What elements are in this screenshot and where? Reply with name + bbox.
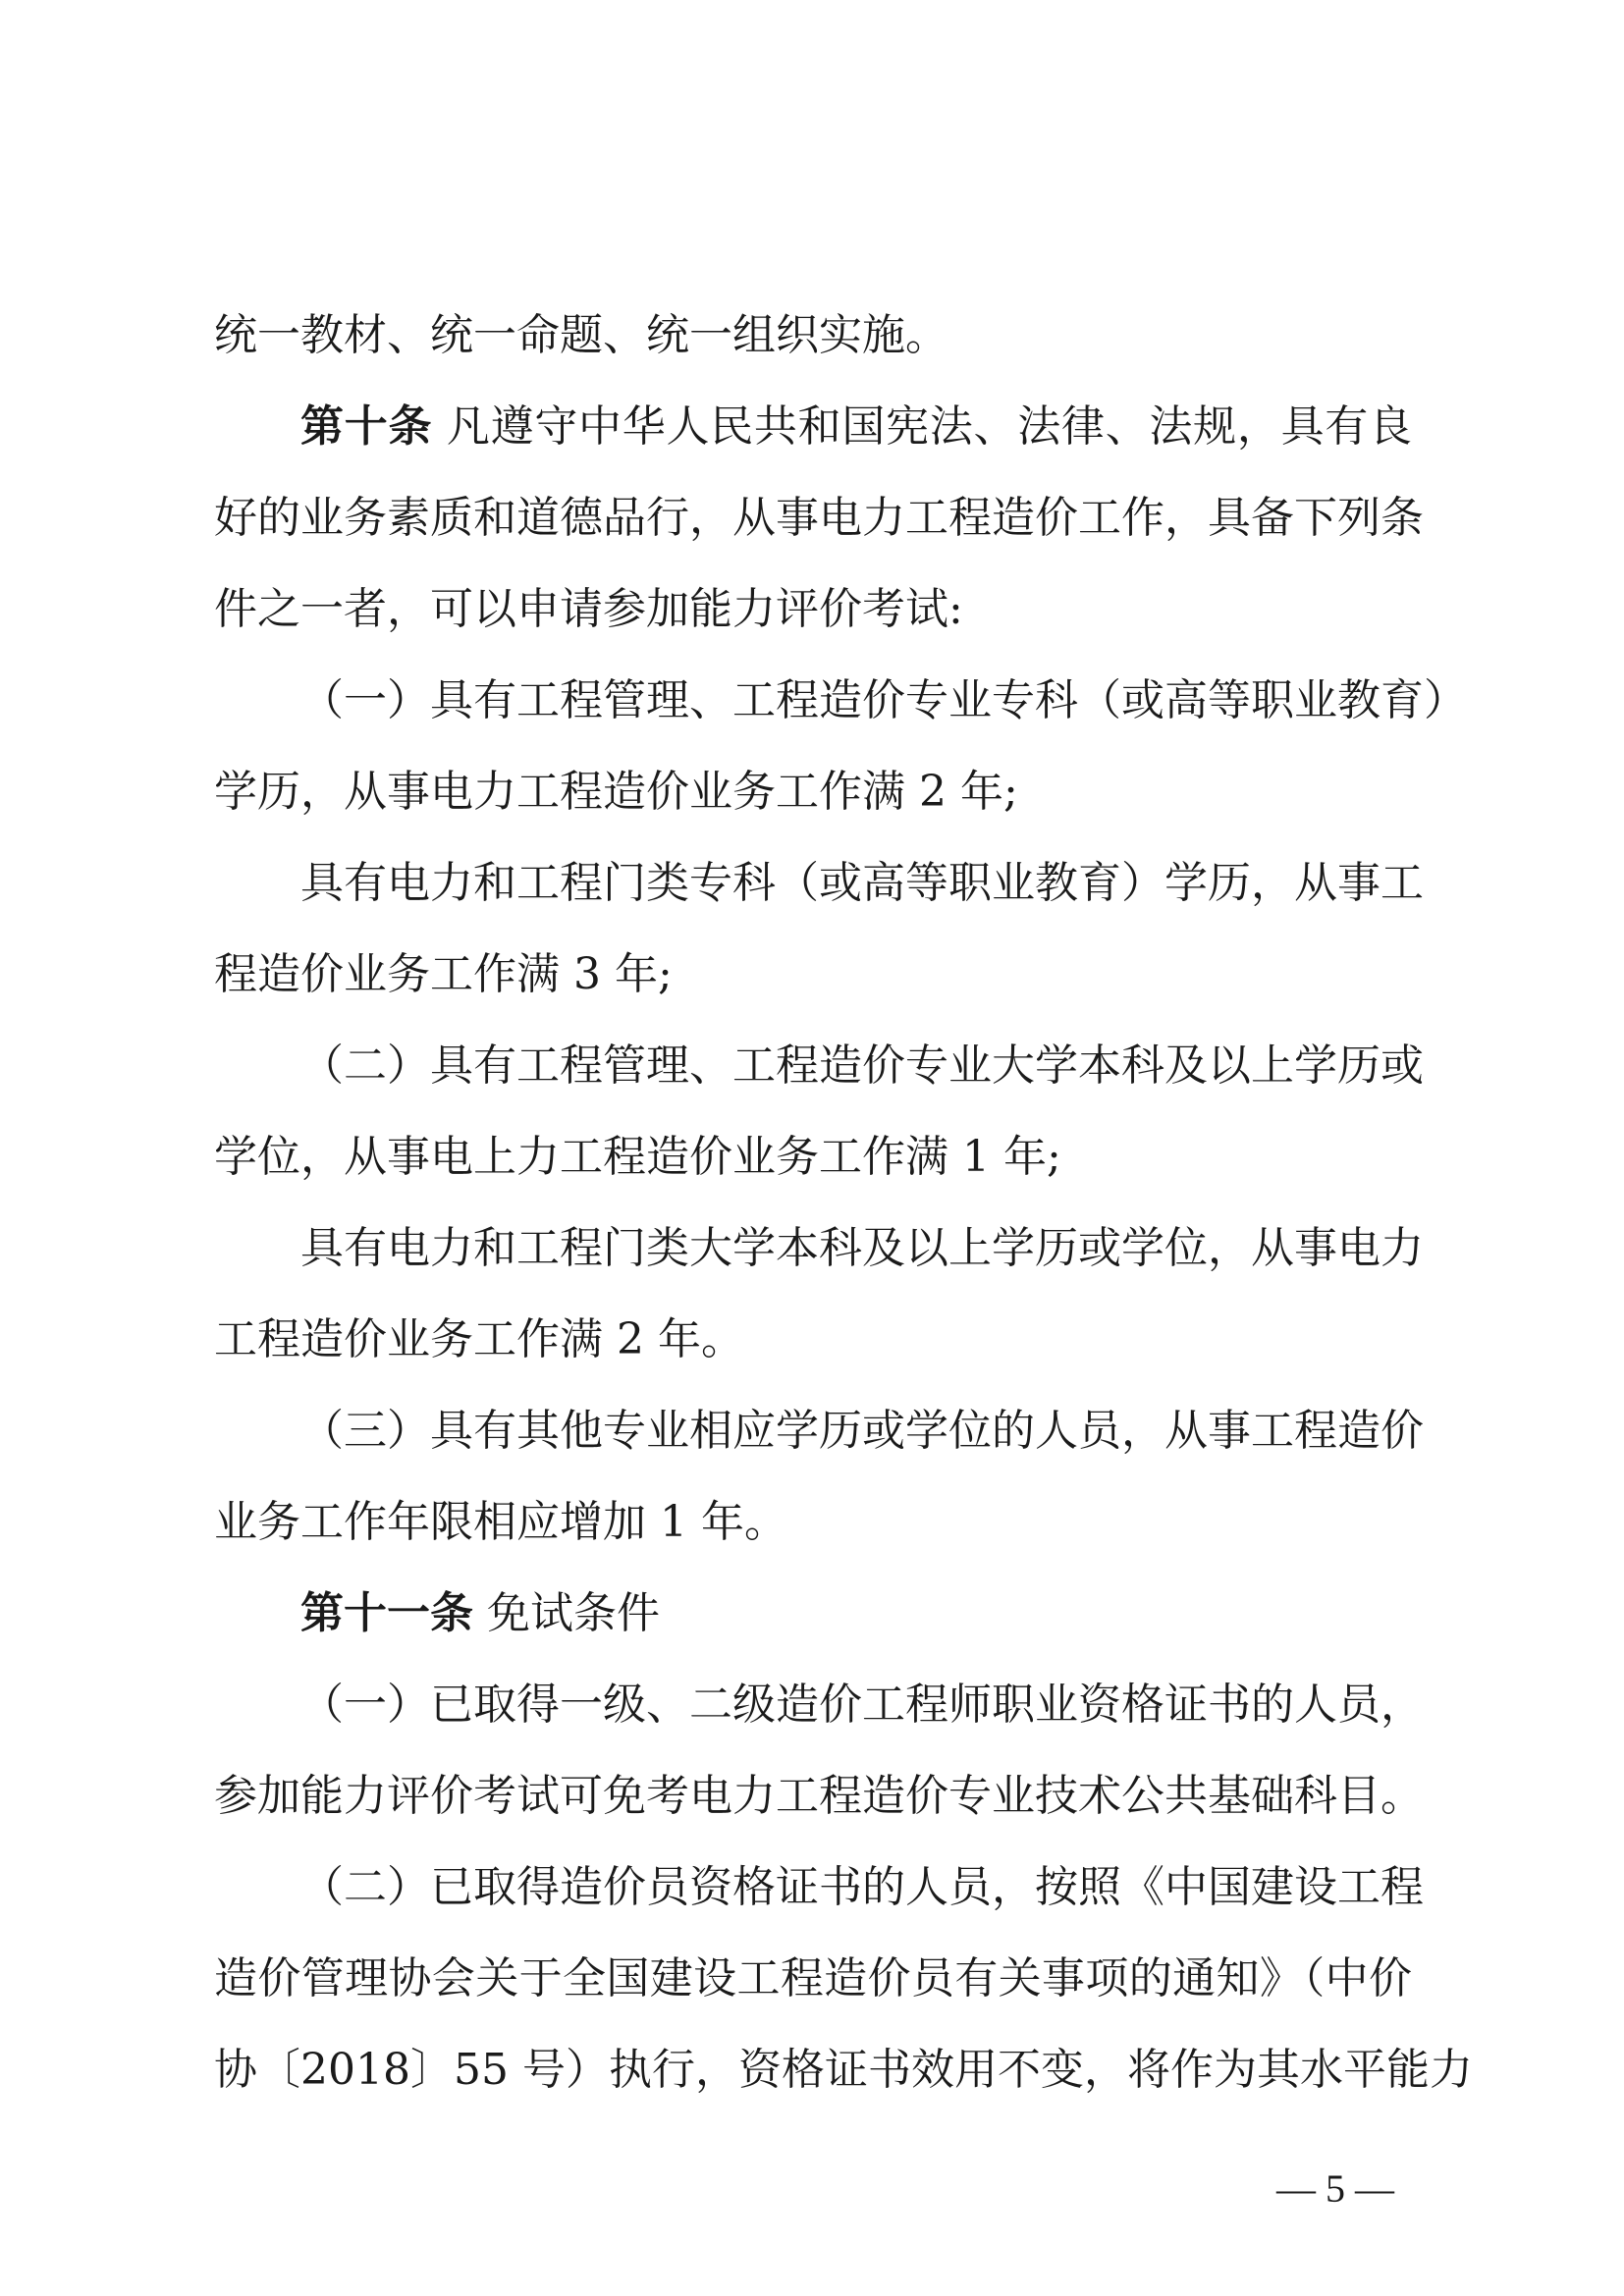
paragraph-line: [214, 945, 1412, 1004]
line-text: 程造价业务工作满 3 年;: [214, 949, 673, 999]
line-text: 免试条件: [487, 1588, 660, 1638]
paragraph-line: [214, 1310, 1412, 1369]
line-text: 统一教材、统一命题、统一组织实施。: [214, 310, 948, 360]
line-text: 学位，从事电上力工程造价业务工作满 1 年;: [214, 1132, 1061, 1182]
line-text: 好的业务素质和道德品行，从事电力工程造价工作，具备下列条: [214, 493, 1424, 543]
paragraph-line: [214, 1949, 1412, 2008]
paragraph-line: [214, 580, 1412, 639]
paragraph-line: [214, 489, 1424, 548]
line-text: （三）具有其他专业相应学历或学位的人员，从事工程造价: [300, 1406, 1424, 1456]
paragraph-line: [214, 306, 1412, 365]
paragraph-line: [300, 1858, 1424, 1917]
paragraph-line: [300, 854, 1424, 913]
line-text: （二）已取得造价员资格证书的人员，按照《中国建设工程: [300, 1862, 1424, 1912]
line-text: （一）具有工程管理、工程造价专业专科（或高等职业教育）: [300, 675, 1467, 725]
line-text: 具有电力和工程门类大学本科及以上学历或学位，从事电力: [300, 1223, 1424, 1273]
paragraph-line: [214, 2041, 1473, 2100]
paragraph-line: [214, 1493, 1412, 1552]
line-text: （二）具有工程管理、工程造价专业大学本科及以上学历或: [300, 1041, 1424, 1091]
paragraph-line: [300, 1037, 1424, 1095]
article-10-label: 第十条: [300, 401, 433, 452]
line-text: 业务工作年限相应增加 1 年。: [214, 1497, 787, 1547]
paragraph-line: [300, 1219, 1424, 1278]
line-text: 件之一者，可以申请参加能力评价考试:: [214, 584, 963, 634]
paragraph-line: [214, 1128, 1412, 1187]
article-11-heading-line: [300, 1584, 1412, 1643]
paragraph-line: [214, 763, 1412, 822]
line-text: 学历，从事电力工程造价业务工作满 2 年;: [214, 767, 1018, 817]
paragraph-line: [300, 671, 1467, 730]
paragraph-line: [214, 1767, 1424, 1826]
line-text: 协〔2018〕55 号）执行，资格证书效用不变，将作为其水平能力: [214, 2045, 1473, 2095]
line-text: （一）已取得一级、二级造价工程师职业资格证书的人员，: [300, 1680, 1424, 1730]
line-text: 具有电力和工程门类专科（或高等职业教育）学历，从事工: [300, 858, 1424, 908]
article-11-label: 第十一条: [300, 1588, 473, 1638]
paragraph-line: [300, 1676, 1424, 1735]
line-text: 造价管理协会关于全国建设工程造价员有关事项的通知》（中价: [214, 1953, 1412, 2003]
line-text: 凡遵守中华人民共和国宪法、法律、法规，具有良: [446, 401, 1413, 452]
line-text: 工程造价业务工作满 2 年。: [214, 1314, 744, 1364]
page-number: — 5 —: [1276, 2166, 1394, 2211]
paragraph-line: [300, 1402, 1424, 1461]
line-text: 参加能力评价考试可免考电力工程造价专业技术公共基础科目。: [214, 1771, 1424, 1821]
article-10-heading-line: [300, 398, 1412, 456]
